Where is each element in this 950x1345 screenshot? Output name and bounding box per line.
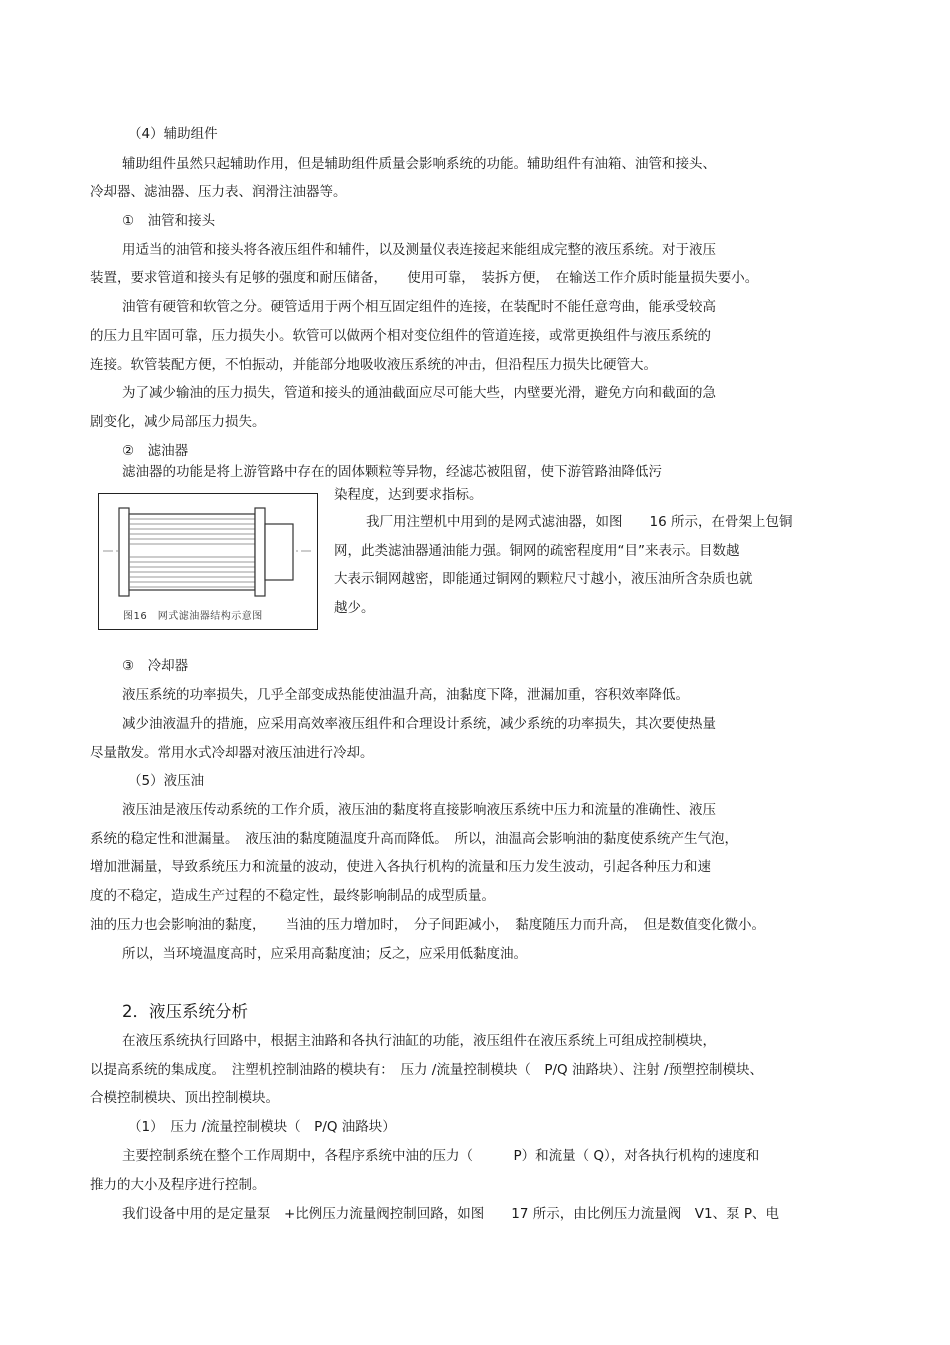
paragraph-line: 减少油液温升的措施，应采用高效率液压组件和合理设计系统，减少系统的功率损失，其次要使热量 bbox=[122, 716, 716, 732]
paragraph-line: 我们设备中用的是定量泵 +比例压力流量阀控制回路，如图 17 所示，由比例压力流量阀 V1、泵 P、电 bbox=[122, 1206, 780, 1222]
paragraph-line: 冷却器、滤油器、压力表、润滑注油器等。 bbox=[90, 184, 347, 200]
paragraph-line: 连接。软管装配方便，不怕振动，并能部分地吸收液压系统的冲击，但沿程压力损失比硬管大。 bbox=[90, 357, 657, 373]
heading-pq-module: （1） 压力 /流量控制模块（ P/Q 油路块） bbox=[128, 1119, 396, 1135]
heading-cooler: ③ 冷却器 bbox=[122, 658, 189, 674]
mesh-filter-figure bbox=[98, 493, 318, 630]
paragraph-line: 辅助组件虽然只起辅助作用，但是辅助组件质量会影响系统的功能。辅助组件有油箱、油管和接头、 bbox=[122, 156, 716, 172]
paragraph-line: 液压油是液压传动系统的工作介质，液压油的黏度将直接影响液压系统中压力和流量的准确性、液压 bbox=[122, 802, 716, 818]
paragraph-line: 装置，要求管道和接头有足够的强度和耐压储备， 使用可靠， 装拆方便， 在输送工作介质时能量损失要小。 bbox=[90, 270, 759, 286]
paragraph-line: 用适当的油管和接头将各液压组件和辅件，以及测量仪表连接起来能组成完整的液压系统。对于液压 bbox=[122, 242, 716, 258]
paragraph-line: 系统的稳定性和泄漏量。 液压油的黏度随温度升高而降低。 所以，油温高会影响油的黏度使系统产生气泡， bbox=[90, 831, 738, 847]
paragraph-line: 在液压系统执行回路中，根据主油路和各执行油缸的功能，液压组件在液压系统上可组成控制模块， bbox=[122, 1033, 716, 1049]
paragraph-line: 剧变化，减少局部压力损失。 bbox=[90, 414, 266, 430]
paragraph-line: 大表示铜网越密，即能通过铜网的颗粒尺寸越小，液压油所含杂质也就 bbox=[334, 571, 753, 587]
section-heading-hydraulic-analysis: 2．液压系统分析 bbox=[122, 1002, 248, 1021]
paragraph-line: 的压力且牢固可靠，压力损失小。软管可以做两个相对变位组件的管道连接，或常更换组件与液压系统的 bbox=[90, 328, 711, 344]
paragraph-line: 合模控制模块、顶出控制模块。 bbox=[90, 1090, 279, 1106]
paragraph-line: 度的不稳定，造成生产过程的不稳定性，最终影响制品的成型质量。 bbox=[90, 888, 495, 904]
paragraph-line: 主要控制系统在整个工作周期中，各程序系统中油的压力（ P）和流量（ Q），对各执行机构的速度和 bbox=[122, 1148, 760, 1164]
paragraph-line: 增加泄漏量，导致系统压力和流量的波动，使进入各执行机构的流量和压力发生波动，引起各种压力和速 bbox=[90, 859, 711, 875]
paragraph-line: 尽量散发。常用水式冷却器对液压油进行冷却。 bbox=[90, 745, 374, 761]
paragraph-line: 染程度，达到要求指标。 bbox=[334, 487, 483, 503]
heading-oil-filter: ② 滤油器 bbox=[122, 443, 189, 459]
paragraph-line: 网，此类滤油器通油能力强。铜网的疏密程度用“目”来表示。目数越 bbox=[334, 543, 740, 559]
paragraph-line: 以提高系统的集成度。 注塑机控制油路的模块有： 压力 /流量控制模块（ P/Q 油路块）、注射 /预塑控制模块、 bbox=[90, 1062, 764, 1078]
paragraph-line: 油的压力也会影响油的黏度， 当油的压力增加时， 分子间距减小， 黏度随压力而升高， 但是数值变化微小。 bbox=[90, 917, 765, 933]
paragraph-line: 我厂用注塑机中用到的是网式滤油器，如图 16 所示，在骨架上包铜 bbox=[366, 514, 793, 530]
heading-auxiliary-components: （4）辅助组件 bbox=[128, 126, 218, 142]
paragraph-line: 所以，当环境温度高时，应采用高黏度油；反之，应采用低黏度油。 bbox=[122, 946, 527, 962]
paragraph-line: 油管有硬管和软管之分。硬管适用于两个相互固定组件的连接，在装配时不能任意弯曲，能承受较高 bbox=[122, 299, 716, 315]
paragraph-line: 液压系统的功率损失，几乎全部变成热能使油温升高，油黏度下降，泄漏加重，容积效率降低。 bbox=[122, 687, 689, 703]
paragraph-line: 推力的大小及程序进行控制。 bbox=[90, 1177, 266, 1193]
figure-caption: 图16 网式滤油器结构示意图 bbox=[123, 611, 263, 622]
heading-pipe-and-fittings: ① 油管和接头 bbox=[122, 213, 216, 229]
heading-hydraulic-oil: （5）液压油 bbox=[128, 773, 205, 789]
paragraph-line: 为了减少输油的压力损失，管道和接头的通油截面应尽可能大些，内壁要光滑，避免方向和截面的急 bbox=[122, 385, 716, 401]
paragraph-line: 滤油器的功能是将上游管路中存在的固体颗粒等异物，经滤芯被阻留，使下游管路油降低污 bbox=[122, 464, 662, 480]
paragraph-line: 越少。 bbox=[334, 600, 375, 616]
